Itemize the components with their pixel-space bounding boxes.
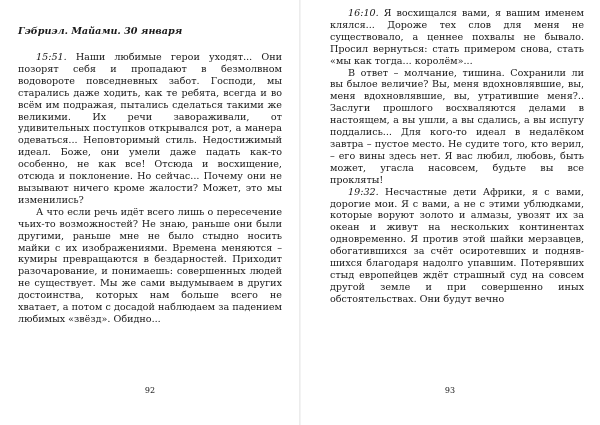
- paragraph-text: В ответ – молчание, тишина. Сохранили ли вы былое величие? Вы, меня вдохновлявшие, вы, меня вдохновлявшие, вы, утратившие меня?.. Заслуги прошлого восхваляются делами в настоящем, а вы ушли, а вы сдались, а вы испугу поддались... Для кого-то идеал в недалёком завтра – пустое место. Не судите того, кто верил, – его вины здесь нет. Я вас любил, любовь, быть может, угасла насовсем, будьте вы все прокляты!: [330, 67, 584, 186]
- paragraph: [330, 68, 584, 187]
- paragraph: [330, 187, 584, 306]
- timestamp: 15:51.: [36, 52, 67, 63]
- right-page: [300, 0, 600, 425]
- paragraph: [330, 8, 584, 68]
- page-number: 92: [144, 386, 156, 395]
- paragraph: [18, 52, 282, 207]
- paragraph-text: Наши любимые герои уходят... Они позорят себя и пропадают в безмолвном водовороте повседневных забот. Господи, мы старались даже ходить, как те ребята, всегда и во всём им подражая, пытались сделаться такими же великими. Их речи завораживали, от удивительных поступков открывался рот, а манера одеваться... Неповторимый стиль. Недостижимый идеал. Боже, они умели даже падать как-то особенно, не как все! Отсюда и восхищение, отсюда и поклонение. Но сейчас... Почему они не вызывают ничего кроме жалости? Может, это мы изменились?: [18, 52, 282, 206]
- timestamp: 19:32.: [348, 186, 379, 198]
- paragraph-text: А что если речь идёт всего лишь о пересечение чьих-то возможностей? Не знаю, раньше они были другими, раньше мне не было стыдно носить майки с их изображениями. Времена меняются – кумиры превращаются в бездарностей. Приходит разочарование, и понимаешь: совершенных людей не существует. Мы же сами выдумываем в других достоинства, которых нам больше всего не хватает, а потом с досадой наблюдаем за падением любимых «звёзд». Обидно...: [18, 206, 282, 325]
- paragraph-text: Я восхищался вами, я вашим именем клялся... Дороже тех слов для меня не существовало, а ценнее похвалы не бывало. Просил вернуться: стать примером снова, стать «мы как тогда... королём»...: [330, 8, 584, 67]
- timestamp: 16:10.: [348, 8, 379, 19]
- paragraph-text: Несчастные дети Африки, я с вами, дорогие мои. Я с вами, а не с этими ублюдками, которые воруют золото и алмазы, увозят их за океан и живут на нескольких континентах одновременно. Я против этой шайки мерзавцев, обогатившихся за счёт осиротевших и поднявшихся благодаря надолго упавшим. Потерявших стыд европейцев ждёт страшный суд на совсем другой земле и при совершенно иных обстоятельствах. Они будут вечно: [330, 186, 584, 305]
- paragraph: [18, 207, 282, 326]
- running-head: Гэбриэл. Майами. 30 января: [18, 26, 183, 37]
- page-number: 93: [444, 386, 456, 395]
